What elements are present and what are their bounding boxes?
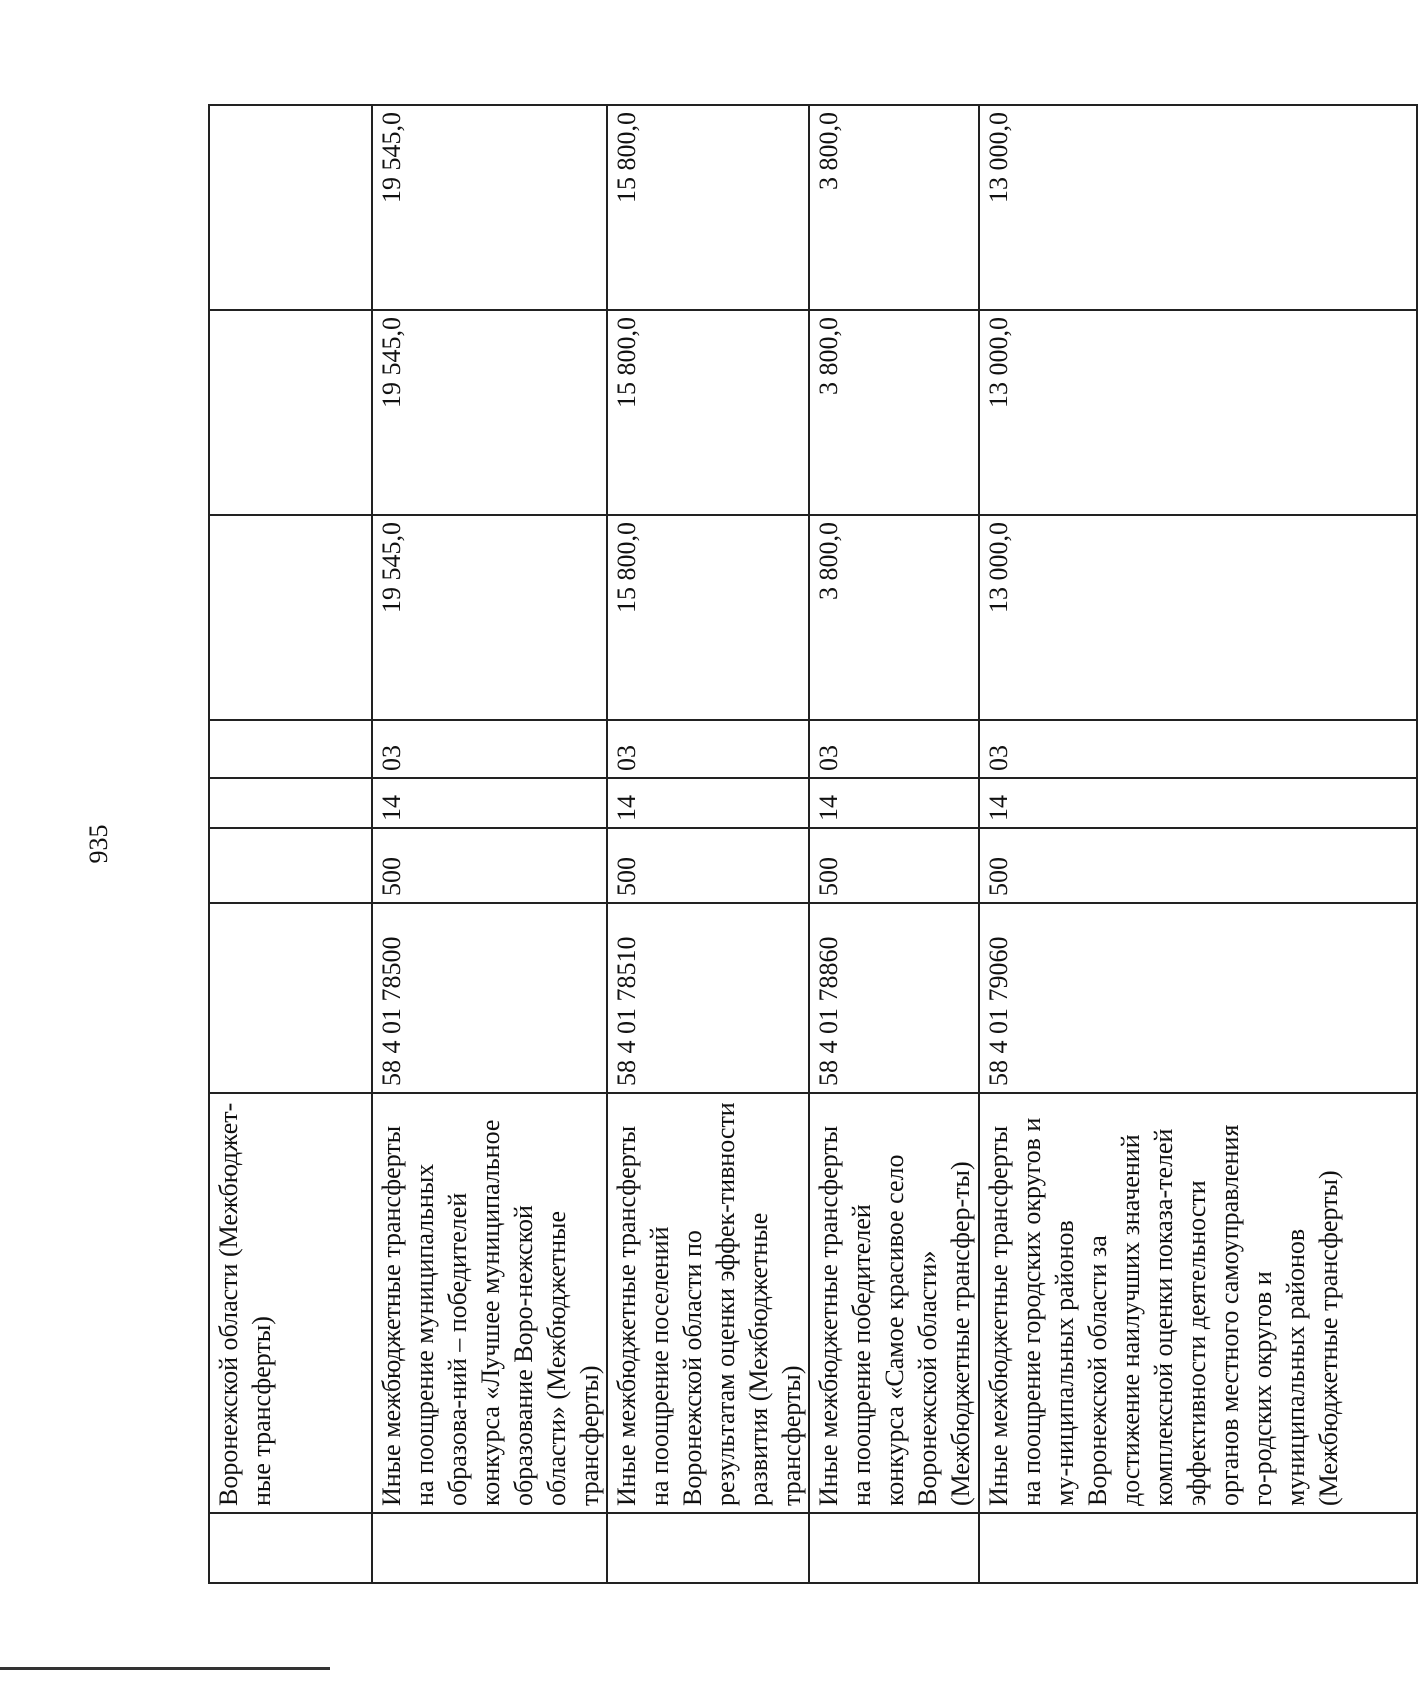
- sum-2-cell: 13 000,0: [979, 310, 1417, 515]
- section-cell: 14: [607, 778, 809, 828]
- row-number-cell: [372, 1513, 607, 1583]
- table-row: [209, 105, 372, 1583]
- sum-1-cell: 19 545,0: [372, 515, 607, 720]
- sum-1-cell: 13 000,0: [979, 515, 1417, 720]
- section-cell: 14: [809, 778, 979, 828]
- row-number-cell: [607, 1513, 809, 1583]
- sum-2-cell: 15 800,0: [607, 310, 809, 515]
- sum-3-cell: 3 800,0: [809, 105, 979, 310]
- row-number-cell: [209, 1513, 372, 1583]
- section-cell: [209, 778, 372, 828]
- expense-type-cell: [209, 828, 372, 903]
- sum-1-cell: [209, 515, 372, 720]
- subsection-cell: 03: [372, 720, 607, 778]
- target-code-cell: 58 4 01 78500: [372, 903, 607, 1093]
- budget-table-container: [208, 106, 1343, 1584]
- name-cell: [209, 1093, 372, 1513]
- sum-3-cell: 15 800,0: [607, 105, 809, 310]
- name-cell: [607, 1093, 809, 1513]
- section-cell: 14: [372, 778, 607, 828]
- subsection-cell: 03: [809, 720, 979, 778]
- subsection-cell: [209, 720, 372, 778]
- target-code-cell: 58 4 01 78860: [809, 903, 979, 1093]
- sum-3-cell: [209, 105, 372, 310]
- name-cell: [979, 1093, 1417, 1513]
- row-number-cell: [809, 1513, 979, 1583]
- name-cell: [809, 1093, 979, 1513]
- expense-type-cell: 500: [809, 828, 979, 903]
- item-name: Воронежской области (Межбюджет-ные трансферты): [214, 1102, 276, 1506]
- item-name: Иные межбюджетные трансферты на поощрение городских округов и му-ниципальных районов Воронежской области за достижение наилучших значений комплексной оценки показа-телей эффективности деятельности органов местного самоуправления го-родских округов и муниципальных районов (Межбюджетные трансферты): [984, 1117, 1343, 1506]
- sum-2-cell: [209, 310, 372, 515]
- item-name: Иные межбюджетные трансферты на поощрение муниципальных образова-ний – победителей конкурса «Лучшее муниципальное образование Воро-нежской области» (Межбюджетные трансферты): [377, 1119, 604, 1506]
- page-number: 935: [84, 824, 113, 864]
- target-code-cell: 58 4 01 79060: [979, 903, 1417, 1093]
- row-number-cell: [979, 1513, 1417, 1583]
- table-row: [372, 105, 607, 1583]
- sum-3-cell: 13 000,0: [979, 105, 1417, 310]
- sum-2-cell: 3 800,0: [809, 310, 979, 515]
- table-row: [809, 105, 979, 1583]
- scan-edge-line: [0, 1667, 330, 1670]
- budget-table: [208, 104, 1418, 1584]
- subsection-cell: 03: [979, 720, 1417, 778]
- table-row: [607, 105, 809, 1583]
- table-row: [979, 105, 1417, 1583]
- rotated-table-frame: [208, 106, 1343, 1584]
- sum-1-cell: 15 800,0: [607, 515, 809, 720]
- expense-type-cell: 500: [607, 828, 809, 903]
- item-name: Иные межбюджетные трансферты на поощрение поселений Воронежской области по результатам оценки эффек-тивности развития (Межбюджетные трансферты): [612, 1102, 806, 1506]
- sum-2-cell: 19 545,0: [372, 310, 607, 515]
- target-code-cell: [209, 903, 372, 1093]
- sum-3-cell: 19 545,0: [372, 105, 607, 310]
- expense-type-cell: 500: [979, 828, 1417, 903]
- target-code-cell: 58 4 01 78510: [607, 903, 809, 1093]
- name-cell: [372, 1093, 607, 1513]
- expense-type-cell: 500: [372, 828, 607, 903]
- item-name: Иные межбюджетные трансферты на поощрение победителей конкурса «Самое красивое село Воронежской области» (Межбюджетные трансфер-ты): [814, 1125, 975, 1506]
- sum-1-cell: 3 800,0: [809, 515, 979, 720]
- subsection-cell: 03: [607, 720, 809, 778]
- section-cell: 14: [979, 778, 1417, 828]
